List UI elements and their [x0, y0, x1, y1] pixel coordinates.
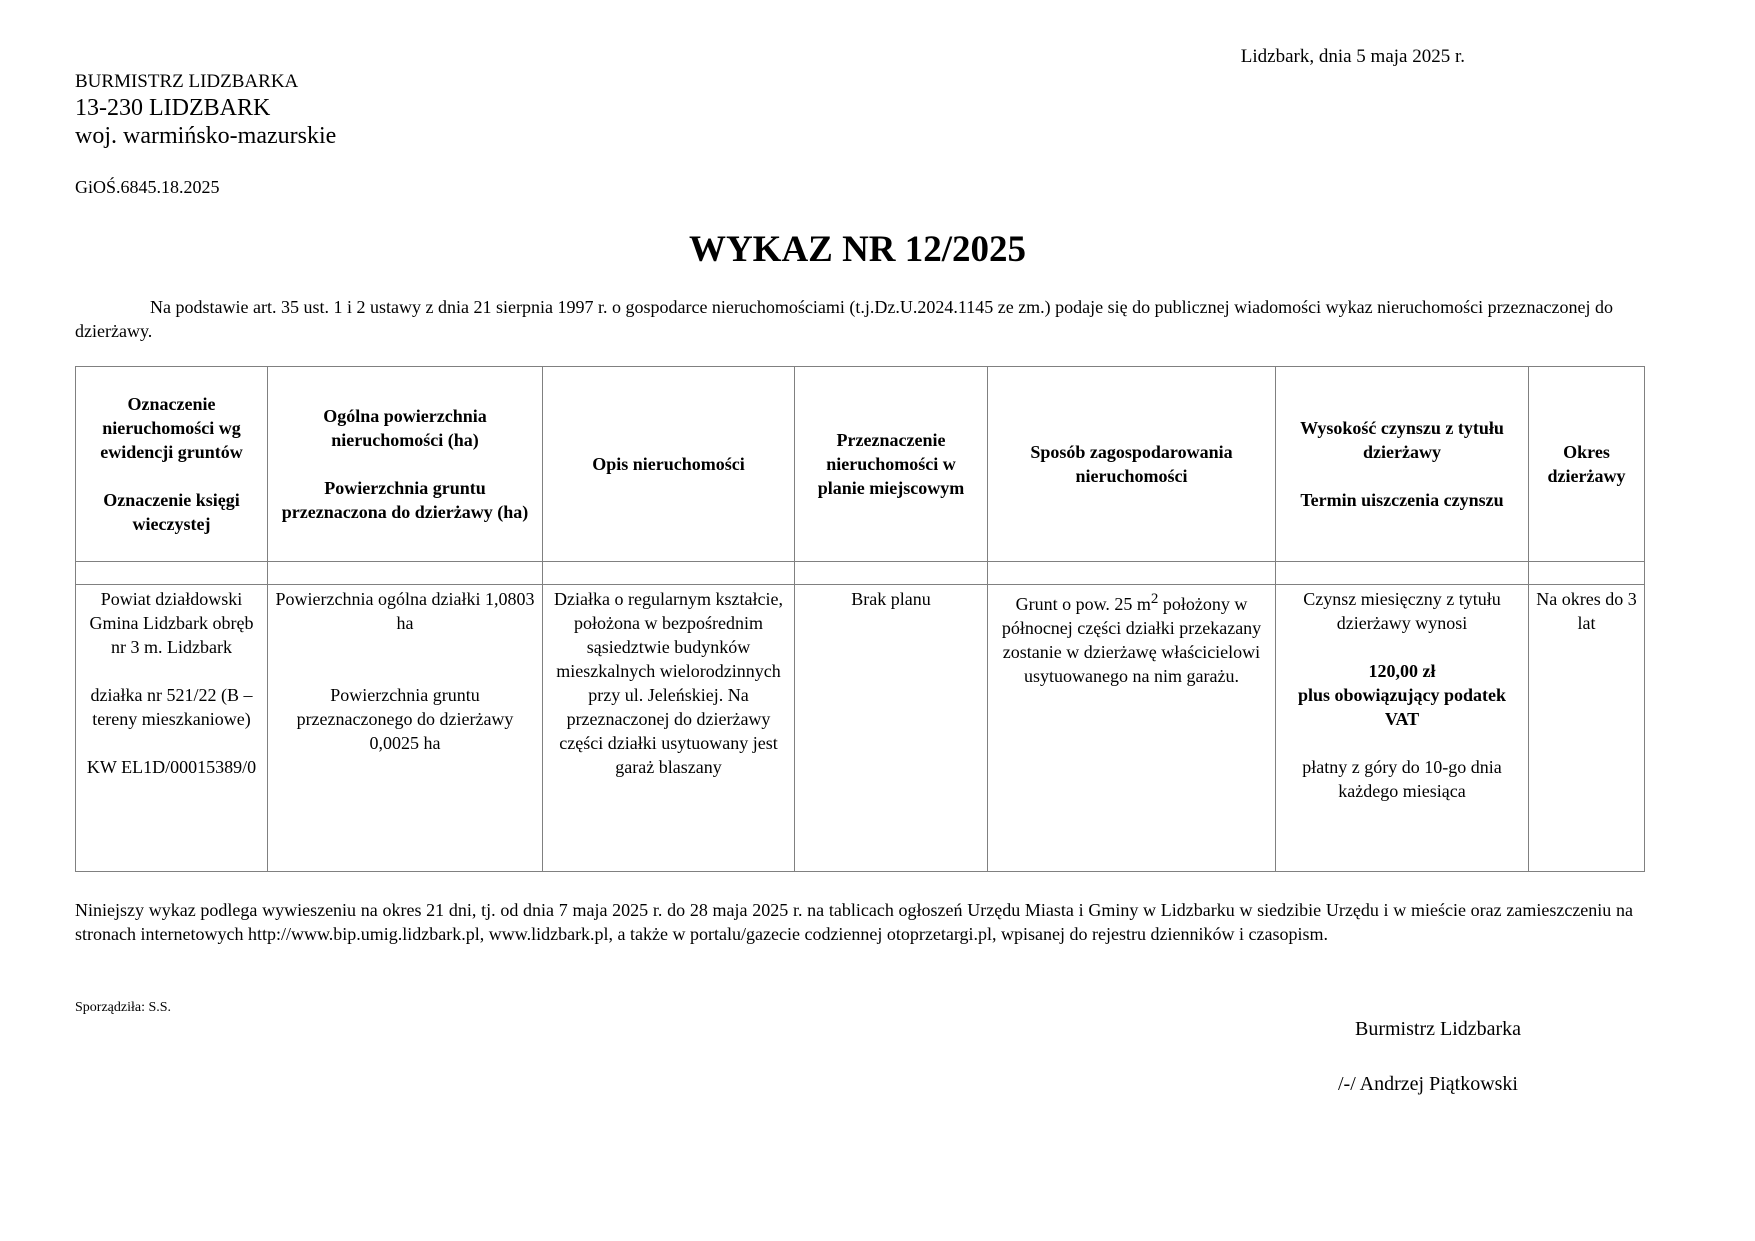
cell-zoning: Brak planu: [795, 585, 988, 872]
cell-designation: [76, 585, 268, 872]
cell-area: [268, 585, 543, 872]
signature-title: Burmistrz Lidzbarka: [1355, 1018, 1522, 1040]
property-table: [75, 366, 1645, 872]
document-date: Lidzbark, dnia 5 maja 2025 r.: [1240, 46, 1465, 67]
table-header-row: [76, 367, 1645, 562]
cell-rent-amount: 120,00 zł: [1368, 661, 1436, 681]
header-cell-usage: Sposób zagospodarowania nieruchomości: [988, 367, 1276, 562]
header-cell-text: Ogólna powierzchnia nieruchomości (ha): [323, 406, 487, 450]
posting-note: Niniejszy wykaz podlega wywieszeniu na okres 21 dni, tj. od dnia 7 maja 2025 r. do 28 maja 2025 r. na tablicach ogłoszeń Urzędu Miasta i Gminy w Lidzbarku w siedzibie Urzędu i w mieście oraz zamieszczeniu na stronach internetowych http://www.bip.umig.lidzbark.pl, www.lidzbark.pl, a także w portalu/gazecie codziennej otoprzetargi.pl, wpisanej do rejestru dzienników i czasopism.: [75, 900, 1633, 944]
header-cell-text: Oznaczenie nieruchomości wg ewidencji gruntów: [100, 394, 243, 462]
header-cell-text: Wysokość czynszu z tytułu dzierżawy: [1300, 418, 1504, 462]
table-spacer-row: [76, 562, 1645, 585]
cell-lease-period: Na okres do 3 lat: [1529, 585, 1645, 872]
header-cell-lease-period: Okres dzierżawy: [1529, 367, 1645, 562]
cell-rent-terms: płatny z góry do 10-go dnia każdego miesiąca: [1302, 757, 1502, 801]
issuer-block: [75, 70, 336, 150]
issuer-name: BURMISTRZ LIDZBARKA: [75, 71, 299, 92]
cell-location: Powiat działdowski Gmina Lidzbark obręb nr 3 m. Lidzbark: [89, 589, 254, 657]
issuer-voivodeship: woj. warmińsko-mazurskie: [75, 123, 337, 149]
cell-rent-intro: Czynsz miesięczny z tytułu dzierżawy wynosi: [1303, 589, 1501, 633]
cell-rent: [1276, 585, 1529, 872]
cell-usage-text: położony w północnej części działki przekazany zostanie w dzierżawę właścicielowi usytuowanego na nim garażu.: [1001, 594, 1262, 686]
cell-usage-text: Grunt o pow. 25 m: [1015, 594, 1151, 614]
header-cell-rent: [1276, 367, 1529, 562]
prepared-by: Sporządziła: S.S.: [75, 1000, 172, 1015]
header-cell-designation: [76, 367, 268, 562]
cell-rent-vat: plus obowiązujący podatek VAT: [1297, 685, 1507, 729]
header-cell-text: Termin uiszczenia czynszu: [1300, 490, 1504, 510]
signature-name: /-/ Andrzej Piątkowski: [1338, 1073, 1518, 1095]
intro-paragraph: Na podstawie art. 35 ust. 1 i 2 ustawy z dnia 21 sierpnia 1997 r. o gospodarce nieruchomościami (t.j.Dz.U.2024.1145 ze zm.) podaje się do publicznej wiadomości wykaz nieruchomości przeznaczonej do dzierżawy.: [75, 297, 1613, 341]
issuer-address: 13-230 LIDZBARK: [75, 95, 271, 121]
reference-number: GiOŚ.6845.18.2025: [75, 177, 220, 197]
header-cell-text: Powierzchnia gruntu przeznaczona do dzierżawy (ha): [281, 478, 529, 522]
cell-usage-sup: 2: [1150, 591, 1159, 607]
table-row: [76, 585, 1645, 872]
cell-description: Działka o regularnym kształcie, położona w bezpośrednim sąsiedztwie budynków mieszkalnych wielorodzinnych przy ul. Jeleńskiej. Na przeznaczonej do dzierżawy części działki usytuowany jest garaż blaszany: [543, 585, 795, 872]
cell-total-area: Powierzchnia ogólna działki 1,0803 ha: [275, 589, 535, 633]
header-cell-text: Oznaczenie księgi wieczystej: [103, 490, 240, 534]
document-title: WYKAZ NR 12/2025: [688, 229, 1027, 270]
header-cell-zoning: Przeznaczenie nieruchomości w planie miejscowym: [795, 367, 988, 562]
header-cell-description: Opis nieruchomości: [543, 367, 795, 562]
cell-lease-area: Powierzchnia gruntu przeznaczonego do dzierżawy 0,0025 ha: [296, 685, 514, 753]
cell-land-register: KW EL1D/00015389/0: [86, 757, 257, 777]
header-cell-area: [268, 367, 543, 562]
cell-plot: działka nr 521/22 (B – tereny mieszkaniowe): [90, 685, 253, 729]
cell-usage: [988, 585, 1276, 872]
